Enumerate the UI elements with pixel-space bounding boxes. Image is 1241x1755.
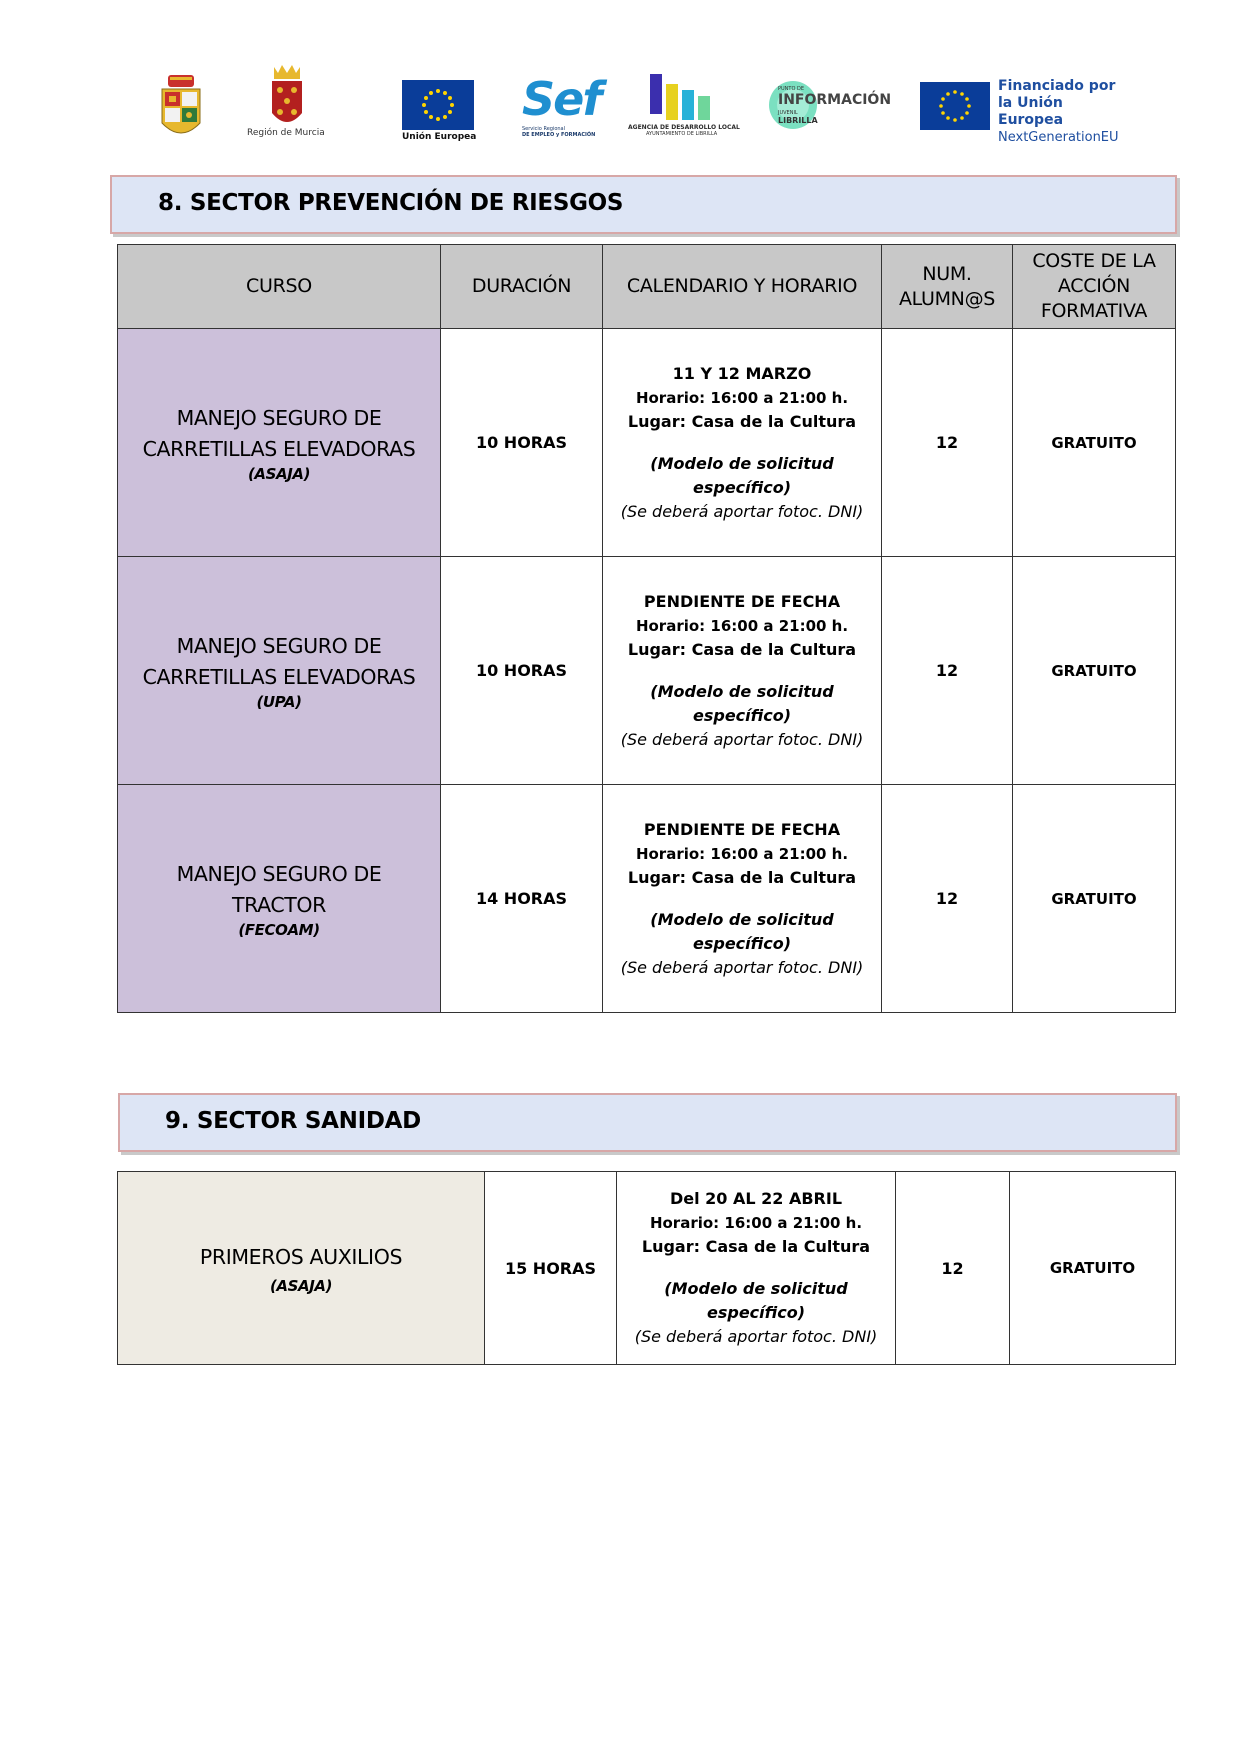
section-9-banner: [118, 1093, 1177, 1152]
course-schedule: Horario: 16:00 a 21:00 h.: [635, 616, 849, 635]
course-name-line-1: MANEJO SEGURO DE: [176, 633, 382, 658]
students-cell: 12: [882, 557, 1013, 785]
pij-text-1: PUNTO DE: [778, 86, 805, 92]
adl-librilla-logo: [646, 74, 730, 124]
course-place: Lugar: Casa de la Cultura: [627, 411, 857, 431]
course-name-line-1: MANEJO SEGURO DE: [176, 861, 382, 886]
section-9-table: [117, 1171, 1176, 1365]
request-model-note: (Modelo de solicitud específico): [650, 681, 834, 725]
course-schedule: Horario: 16:00 a 21:00 h.: [635, 388, 849, 407]
pij-text-3: JUVENIL: [778, 110, 798, 116]
course-place: Lugar: Casa de la Cultura: [627, 639, 857, 659]
table-header-row: [118, 245, 1176, 329]
header-num-line-2: ALUMN@S: [898, 287, 996, 310]
calendar-cell: [603, 557, 882, 785]
header-coste-line-3: FORMATIVA: [1040, 300, 1148, 322]
section-9-title: 9. SECTOR SANIDAD: [165, 1108, 421, 1134]
nextgen-line-1: Financiado por: [998, 78, 1116, 94]
nextgen-line-3: NextGenerationEU: [998, 130, 1119, 145]
header-num-alumnos: [882, 245, 1013, 329]
dni-note: (Se deberá aportar fotoc. DNI): [620, 957, 864, 977]
table-row: [118, 1172, 1176, 1365]
request-model-note: (Modelo de solicitud específico): [650, 453, 834, 497]
calendar-cell: [603, 785, 882, 1013]
duration-cell: 14 HORAS: [441, 785, 603, 1013]
course-name-line-2: CARRETILLAS ELEVADORAS: [142, 436, 416, 461]
table-row: [118, 557, 1176, 785]
header-num-line-1: NUM.: [922, 262, 972, 285]
adl-caption-1: AGENCIA DE DESARROLLO LOCAL: [628, 124, 740, 131]
request-model-note: (Modelo de solicitud específico): [650, 909, 834, 953]
course-date: 11 Y 12 MARZO: [672, 363, 812, 383]
region-murcia-label: Región de Murcia: [247, 128, 325, 138]
sef-caption-1: Servicio Regional: [522, 126, 566, 132]
cost-cell: GRATUITO: [1013, 329, 1176, 557]
course-cell: [118, 329, 441, 557]
course-date: PENDIENTE DE FECHA: [643, 591, 841, 611]
section-8-title: 8. SECTOR PREVENCIÓN DE RIESGOS: [158, 190, 624, 216]
course-cell: [118, 785, 441, 1013]
course-name-line-2: CARRETILLAS ELEVADORAS: [142, 664, 416, 689]
section-8-banner: [110, 175, 1177, 234]
dni-note: (Se deberá aportar fotoc. DNI): [620, 501, 864, 521]
table-row: [118, 785, 1176, 1013]
course-name-line-1: PRIMEROS AUXILIOS: [199, 1244, 403, 1269]
course-organizer: (ASAJA): [247, 464, 311, 483]
calendar-cell: [603, 329, 882, 557]
course-cell: [118, 557, 441, 785]
table-row: [118, 329, 1176, 557]
course-name-line-1: MANEJO SEGURO DE: [176, 405, 382, 430]
course-organizer: (ASAJA): [269, 1276, 333, 1295]
request-model-note: (Modelo de solicitud específico): [664, 1279, 848, 1322]
eu-nextgen-flag-logo: [920, 82, 990, 130]
header-duracion: DURACIÓN: [441, 245, 603, 329]
calendar-cell: [617, 1172, 896, 1365]
course-schedule: Horario: 16:00 a 21:00 h.: [649, 1214, 863, 1232]
header-coste: [1013, 245, 1176, 329]
cost-cell: GRATUITO: [1010, 1172, 1176, 1365]
course-date: PENDIENTE DE FECHA: [643, 819, 841, 839]
students-cell: 12: [896, 1172, 1010, 1365]
duration-cell: 10 HORAS: [441, 329, 603, 557]
duration-cell: 15 HORAS: [485, 1172, 617, 1365]
librilla-coat-of-arms-logo: [160, 75, 202, 143]
cost-cell: GRATUITO: [1013, 557, 1176, 785]
course-schedule: Horario: 16:00 a 21:00 h.: [635, 844, 849, 863]
duration-cell: 10 HORAS: [441, 557, 603, 785]
region-murcia-crest-logo: [268, 63, 306, 133]
eu-label: Unión Europea: [402, 132, 477, 142]
course-place: Lugar: Casa de la Cultura: [641, 1237, 871, 1256]
course-place: Lugar: Casa de la Cultura: [627, 867, 857, 887]
course-date: Del 20 AL 22 ABRIL: [669, 1189, 843, 1208]
pij-text-4: LIBRILLA: [778, 116, 818, 125]
dni-note: (Se deberá aportar fotoc. DNI): [634, 1327, 878, 1346]
eu-flag-logo: [402, 80, 474, 130]
course-name-line-2: TRACTOR: [231, 892, 326, 917]
course-organizer: (UPA): [256, 692, 302, 711]
header-coste-line-2: ACCIÓN: [1057, 275, 1131, 297]
dni-note: (Se deberá aportar fotoc. DNI): [620, 729, 864, 749]
course-cell: [118, 1172, 485, 1365]
pij-text-2: INFORMACIÓN: [778, 92, 892, 108]
students-cell: 12: [882, 329, 1013, 557]
header-curso: CURSO: [118, 245, 441, 329]
sef-logo-text: Sef: [522, 72, 601, 126]
cost-cell: GRATUITO: [1013, 785, 1176, 1013]
logo-strip: [150, 70, 1130, 160]
section-8-table: [117, 244, 1176, 1013]
sef-caption-2: DE EMPLEO y FORMACIÓN: [522, 132, 596, 138]
header-calendario: CALENDARIO Y HORARIO: [603, 245, 882, 329]
course-organizer: (FECOAM): [238, 920, 320, 939]
nextgen-line-2: la Unión Europea: [998, 95, 1064, 128]
header-coste-line-1: COSTE DE LA: [1032, 250, 1156, 272]
adl-caption-2: AYUNTAMIENTO DE LIBRILLA: [646, 131, 718, 137]
students-cell: 12: [882, 785, 1013, 1013]
eu-nextgen-text: [998, 78, 1130, 146]
